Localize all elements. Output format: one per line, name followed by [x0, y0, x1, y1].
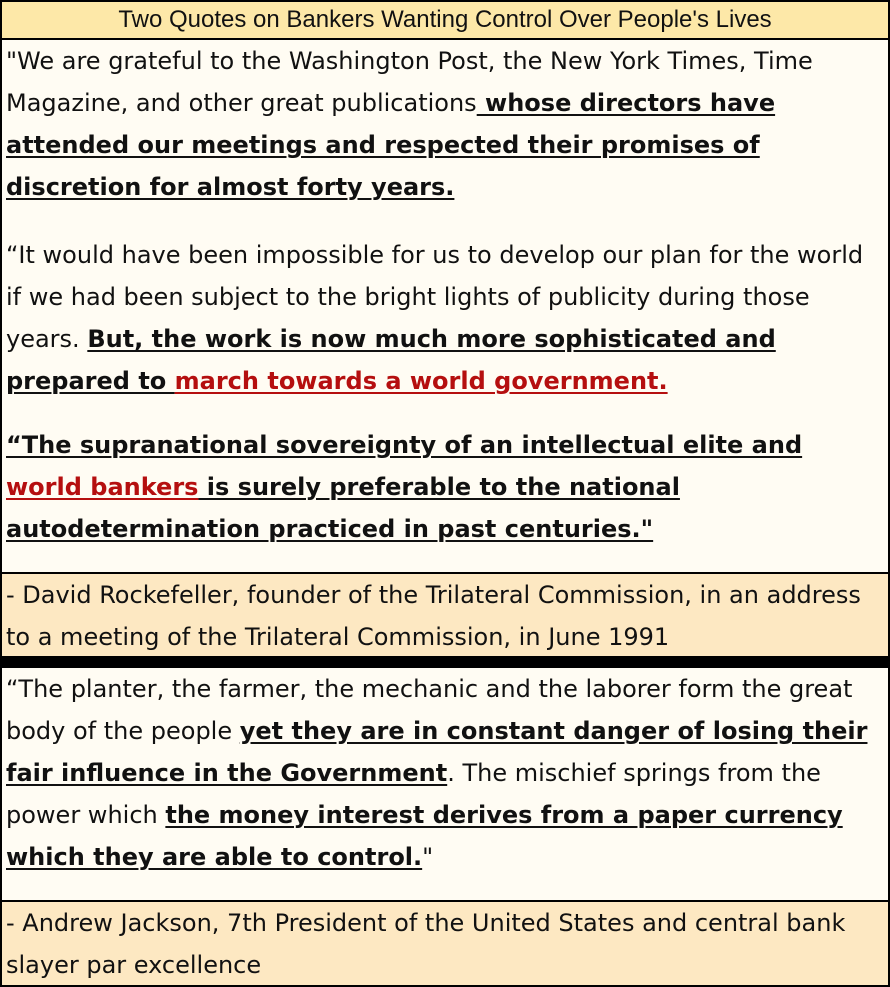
- quote1-p3-emphasis-b: is surely preferable to the national autodetermination practiced in past centuries.": [6, 473, 680, 543]
- rockefeller-quote: [2, 40, 888, 572]
- quote1-paragraph-2: [6, 234, 884, 402]
- jackson-attribution: - Andrew Jackson, 7th President of the United States and central bank slayer par excellence: [2, 900, 888, 985]
- jackson-quote: [2, 668, 888, 900]
- quote1-p2-plain: “It would have been impossible for us to develop our plan for the world if we had been subject to the bright lights of publicity during those years.: [6, 241, 864, 353]
- quote1-paragraph-1: [6, 40, 884, 208]
- quote1-p2-red-emphasis: march towards a world government.: [174, 367, 668, 395]
- section-divider: [2, 658, 888, 668]
- quote1-p1-emphasis: whose directors have attended our meetings and respected their promises of discretion for almost forty years.: [6, 89, 776, 201]
- quote1-p1-plain: "We are grateful to the Washington Post, the New York Times, Time Magazine, and other great publications: [6, 47, 813, 117]
- quote2-emphasis-b: the money interest derives from a paper currency which they are able to control.: [6, 801, 843, 871]
- quote2-emphasis-a: yet they are in constant danger of losing their fair influence in the Government: [6, 717, 868, 787]
- quote2-paragraph: [6, 668, 884, 878]
- quote2-plain-c: ": [422, 843, 434, 871]
- rockefeller-attribution: - David Rockefeller, founder of the Trilateral Commission, in an address to a meeting of the Trilateral Commission, in June 1991: [2, 572, 888, 658]
- quote2-plain-a: “The planter, the farmer, the mechanic and the laborer form the great body of the people: [6, 675, 853, 745]
- quote1-p2-emphasis: But, the work is now much more sophisticated and prepared to: [6, 325, 776, 395]
- quote2-plain-b: . The mischief springs from the power which: [6, 759, 821, 829]
- quote1-p3-emphasis-a: “The supranational sovereignty of an intellectual elite and: [6, 431, 803, 459]
- quote1-paragraph-3: [6, 424, 884, 550]
- page-title: Two Quotes on Bankers Wanting Control Over People's Lives: [2, 2, 888, 40]
- quote1-p3-red-emphasis: world bankers: [6, 473, 199, 501]
